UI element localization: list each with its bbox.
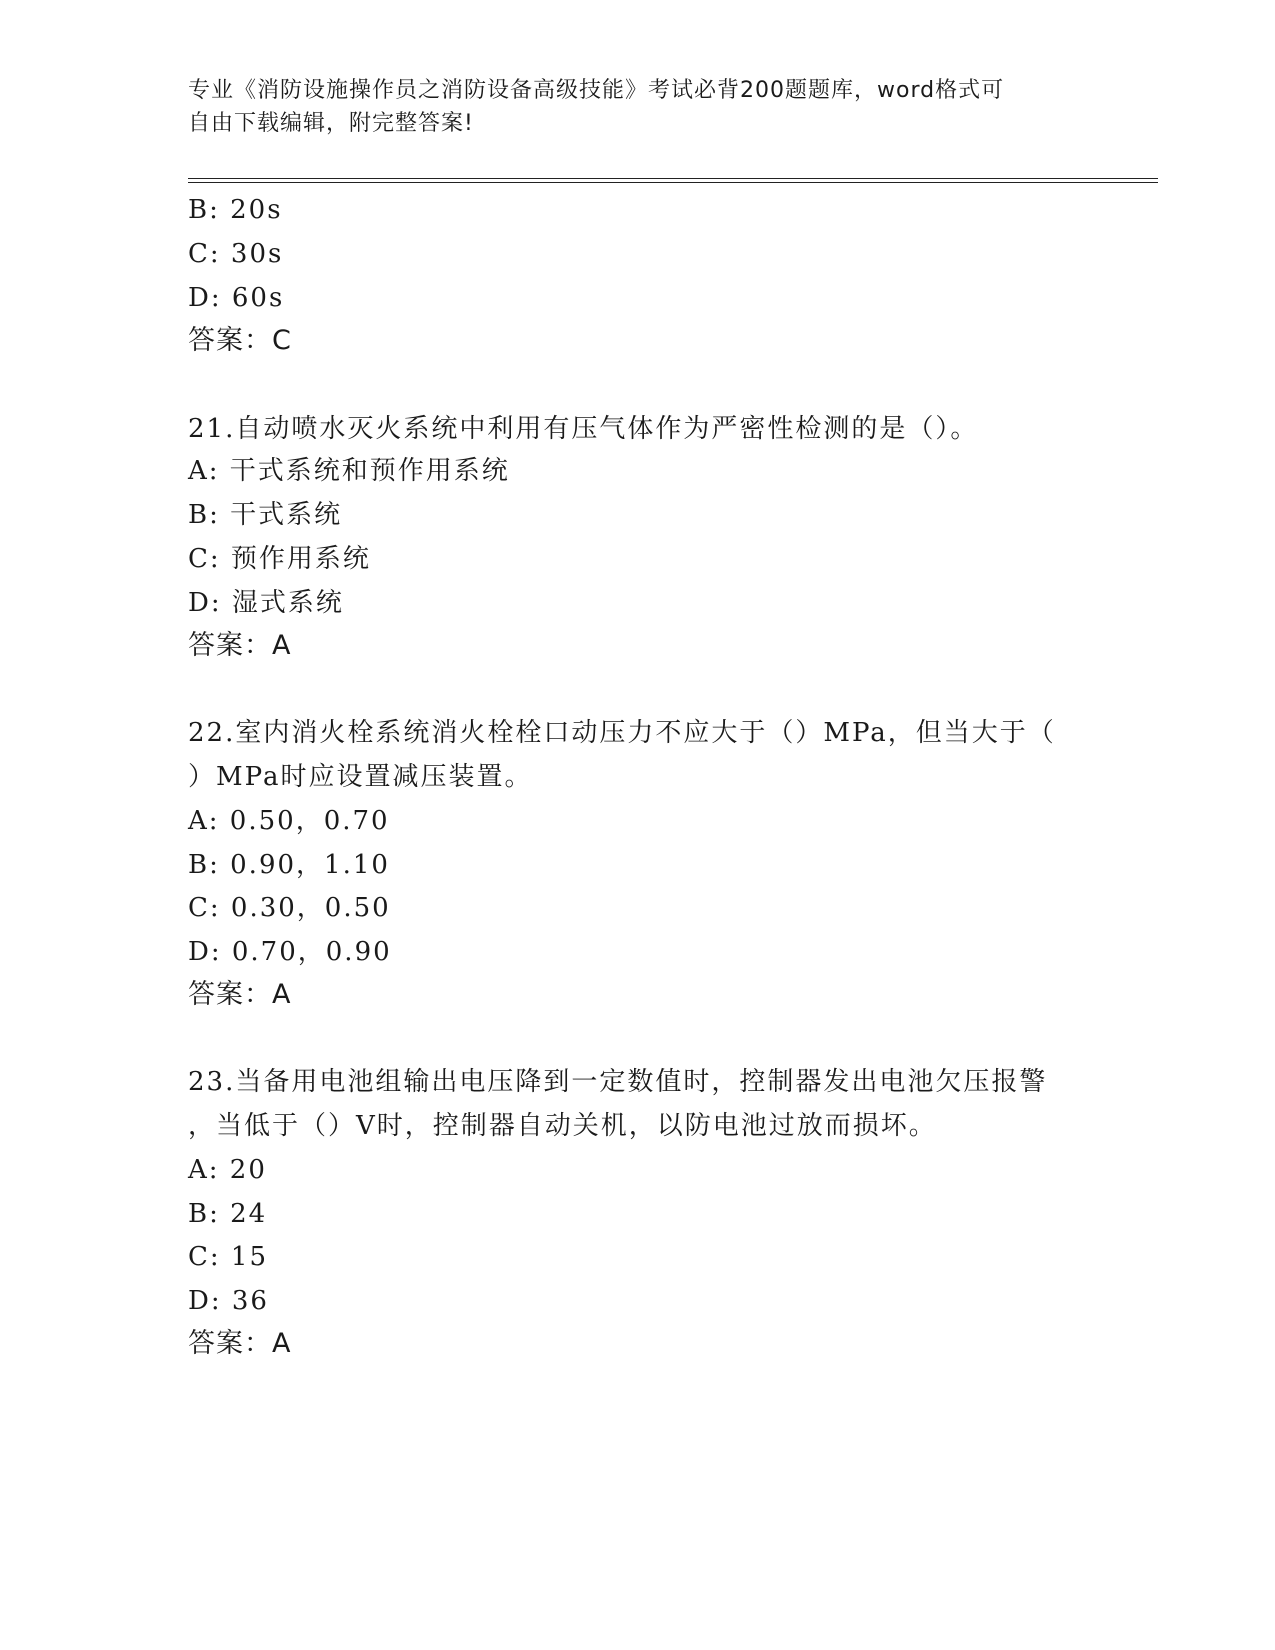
header-divider xyxy=(188,178,1158,183)
answer-label: 答案：C xyxy=(188,325,292,356)
answer-label: 答案：A xyxy=(188,1328,292,1359)
answer-label: 答案：A xyxy=(188,630,292,661)
option-b: B: 20s xyxy=(188,195,283,225)
option-c: C: 15 xyxy=(188,1242,269,1272)
option-d: D: 36 xyxy=(188,1286,269,1316)
option-c: C: 0.30，0.50 xyxy=(188,893,391,923)
question-stem-continued: ）MPa时应设置减压装置。 xyxy=(188,762,533,792)
question-stem: 23.当备用电池组输出电压降到一定数值时，控制器发出电池欠压报警 xyxy=(188,1067,1048,1097)
question-stem-continued: ，当低于（）V时，控制器自动关机，以防电池过放而损坏。 xyxy=(188,1111,937,1141)
option-c: C: 预作用系统 xyxy=(188,544,371,574)
option-a: A: 干式系统和预作用系统 xyxy=(188,456,510,486)
document-header xyxy=(188,74,1068,140)
option-d: D: 0.70，0.90 xyxy=(188,937,392,967)
header-line-2: 自由下载编辑，附完整答案! xyxy=(188,111,474,136)
option-d: D: 湿式系统 xyxy=(188,588,344,618)
option-a: A: 0.50，0.70 xyxy=(188,806,390,836)
option-c: C: 30s xyxy=(188,239,284,269)
option-b: B: 0.90，1.10 xyxy=(188,850,390,880)
answer-label: 答案：A xyxy=(188,979,292,1010)
option-a: A: 20 xyxy=(188,1155,267,1185)
header-line-1: 专业《消防设施操作员之消防设备高级技能》考试必背200题题库，word格式可 xyxy=(188,78,1005,103)
option-b: B: 24 xyxy=(188,1199,268,1229)
question-stem: 22.室内消火栓系统消火栓栓口动压力不应大于（）MPa，但当大于（ xyxy=(188,718,1056,748)
question-stem: 21.自动喷水灭火系统中利用有压气体作为严密性检测的是（）。 xyxy=(188,414,979,444)
option-d: D: 60s xyxy=(188,283,285,313)
option-b: B: 干式系统 xyxy=(188,500,343,530)
